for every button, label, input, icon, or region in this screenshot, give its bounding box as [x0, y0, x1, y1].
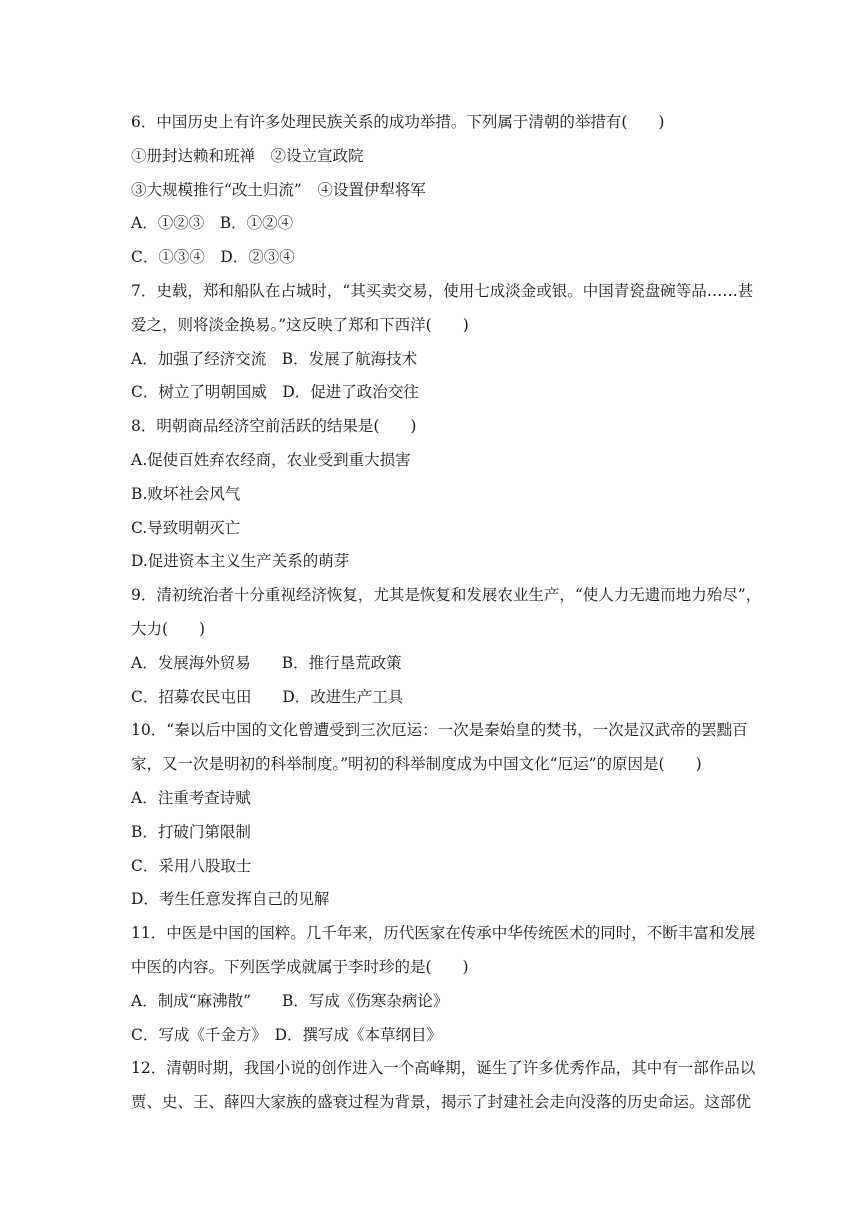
- question-11-stem-2: 中医的内容。下列医学成就属于李时珍的是( ): [131, 957, 469, 976]
- question-7-options-ab: A．加强了经济交流 B．发展了航海技术: [131, 349, 418, 368]
- question-10-stem-2: 家，又一次是明初的科举制度。”明初的科举制度成为中国文化“厄运”的原因是( ): [131, 755, 702, 774]
- question-12-stem-2: 贾、史、王、薛四大家族的盛衰过程为背景，揭示了封建社会走向没落的历史命运。这部优: [131, 1093, 752, 1112]
- question-7-options-cd: C．树立了明朝国威 D．促进了政治交往: [131, 383, 419, 402]
- question-8-stem: 8．明朝商品经济空前活跃的结果是( ): [131, 417, 417, 436]
- question-8-option-a: A.促使百姓弃农经商，农业受到重大损害: [131, 450, 411, 469]
- question-10-option-d: D．考生任意发挥自己的见解: [131, 890, 330, 909]
- question-6: [131, 106, 735, 275]
- question-8-option-d: D.促进资本主义生产关系的萌芽: [131, 552, 350, 571]
- question-9-stem-2: 大力( ): [131, 619, 206, 638]
- question-6-stem: 6．中国历史上有许多处理民族关系的成功举措。下列属于清朝的举措有( ): [131, 113, 665, 131]
- question-11-options-ab: A．制成“麻沸散” B．写成《伤寒杂病论》: [131, 991, 449, 1010]
- question-10-option-a: A．注重考查诗赋: [131, 788, 251, 807]
- question-7-stem-2: 爱之，则将淡金换易。”这反映了郑和下西洋( ): [131, 315, 469, 334]
- question-8-option-c: C.导致明朝灭亡: [131, 518, 241, 537]
- question-11-options-cd: C．写成《千金方》 D．撰写成《本草纲目》: [131, 1025, 443, 1044]
- question-6-options-ab: A．①②③ B．①②④: [131, 214, 294, 233]
- question-6-statements-2: ③大规模推行“改土归流” ④设置伊犁将军: [131, 180, 426, 199]
- question-10-option-c: C．采用八股取士: [131, 856, 252, 875]
- question-6-statements-1: ①册封达赖和班禅 ②设立宣政院: [131, 146, 364, 165]
- question-12: [131, 1052, 756, 1120]
- question-7-stem-1: 7．史载，郑和船队在占城时，“其买卖交易，使用七成淡金或银。中国青瓷盘碗等品……甚: [131, 281, 754, 300]
- question-11-stem-1: 11．中医是中国的国粹。几千年来，历代医家在传承中华传统医术的同时，不断丰富和发展: [131, 924, 756, 943]
- question-6-options-cd: C．①③④ D．②③④: [131, 248, 295, 267]
- question-10-stem-1: 10．“秦以后中国的文化曾遭受到三次厄运：一次是秦始皇的焚书，一次是汉武帝的罢黜百: [131, 721, 748, 740]
- question-11: [131, 917, 756, 1052]
- question-9-stem-1: 9．清初统治者十分重视经济恢复，尤其是恢复和发展农业生产，“使人力无遗而地力殆尽”，: [131, 586, 762, 605]
- question-10-option-b: B．打破门第限制: [131, 822, 251, 841]
- question-9: [131, 579, 762, 714]
- question-7: [131, 275, 754, 410]
- question-8-option-b: B.败坏社会风气: [131, 484, 241, 503]
- question-8: [131, 410, 735, 579]
- question-10: [131, 714, 748, 917]
- question-9-options-ab: A．发展海外贸易 B．推行垦荒政策: [131, 653, 402, 672]
- question-12-stem-1: 12．清朝时期，我国小说的创作进入一个高峰期，诞生了许多优秀作品，其中有一部作品以: [131, 1059, 756, 1078]
- exam-page: [131, 106, 762, 1120]
- question-9-options-cd: C．招募农民屯田 D．改进生产工具: [131, 687, 404, 706]
